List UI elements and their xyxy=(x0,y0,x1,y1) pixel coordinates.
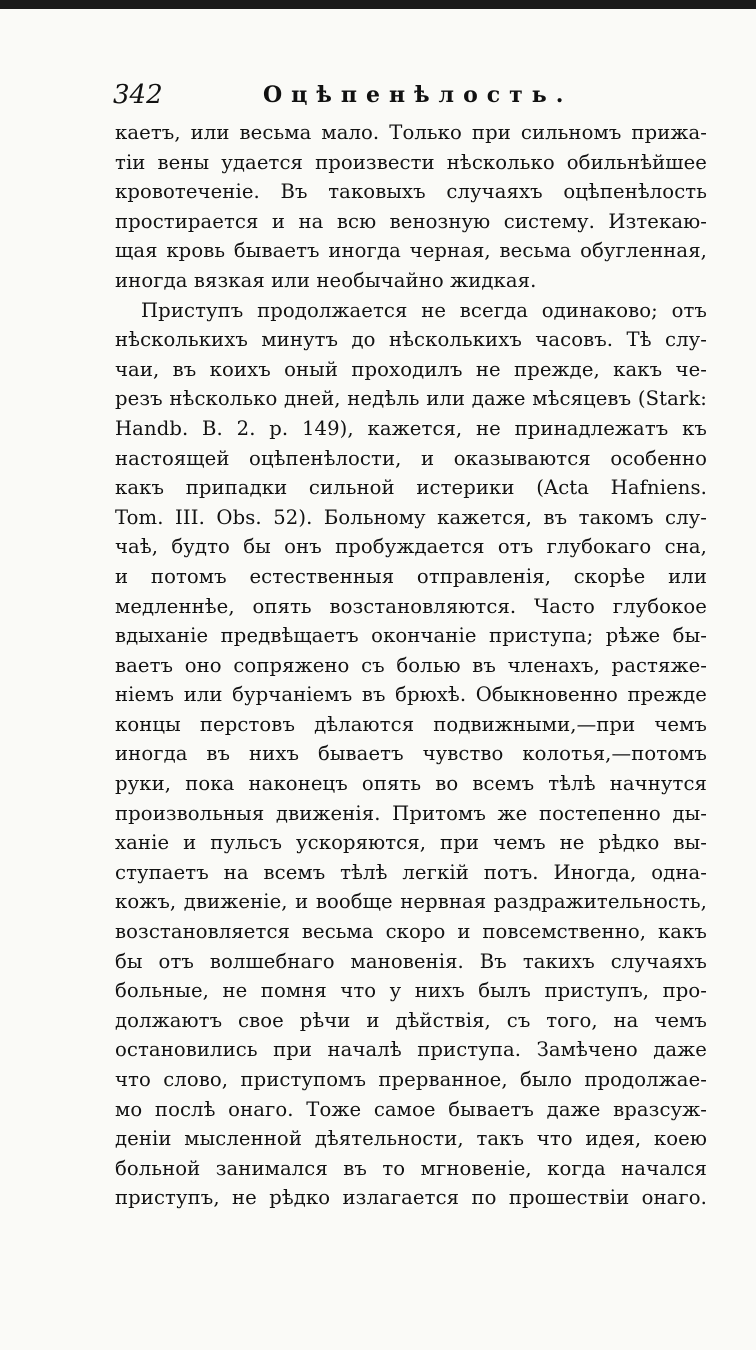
text-line: вдыханіе предвѣщаетъ окончаніе приступа; рѣже бы- xyxy=(115,624,707,648)
text-line: ніемъ или бурчаніемъ въ брюхѣ. Обыкновенно прежде xyxy=(115,683,707,707)
running-title: Оцѣпенѣлость. xyxy=(263,82,573,108)
text-line: концы перстовъ дѣлаются подвижными,—при чемъ xyxy=(115,712,707,736)
text-line: иногда вязкая или необычайно жидкая. xyxy=(115,268,537,292)
text-line: нѣсколькихъ минутъ до нѣсколькихъ часовъ. Тѣ слу- xyxy=(115,328,707,352)
text-line: тіи вены удается произвести нѣсколько обильнѣйшее xyxy=(115,150,707,174)
text-line: чаѣ, будто бы онъ пробуждается отъ глубокаго сна, xyxy=(115,535,707,559)
text-line: руки, пока наконецъ опять во всемъ тѣлѣ начнутся xyxy=(115,772,707,796)
text-line: настоящей оцѣпенѣлости, и оказываются особенно xyxy=(115,446,707,470)
text-line: Tom. III. Obs. 52). Больному кажется, въ такомъ слу- xyxy=(115,505,707,529)
text-line: щая кровь бываетъ иногда черная, весьма обугленная, xyxy=(115,239,707,263)
text-line: должаютъ свое рѣчи и дѣйствія, съ того, на чемъ xyxy=(115,1008,707,1032)
text-line: Приступъ продолжается не всегда одинаково; отъ xyxy=(141,298,707,322)
text-line: бы отъ волшебнаго мановенія. Въ такихъ случаяхъ xyxy=(115,949,707,973)
text-line: деніи мысленной дѣятельности, такъ что идея, коею xyxy=(115,1127,707,1151)
text-line: ступаетъ на всемъ тѣлѣ легкій потъ. Иногда, одна- xyxy=(115,860,707,884)
page-number: 342 xyxy=(113,80,163,110)
text-line: больной занимался въ то мгновеніе, когда начался xyxy=(115,1156,707,1180)
text-line: простирается и на всю венозную систему. Изтекаю- xyxy=(115,209,707,233)
text-line: какъ припадки сильной истерики (Acta Hafniens. xyxy=(115,476,707,500)
text-line: Handb. B. 2. p. 149), кажется, не принадлежатъ къ xyxy=(115,416,707,440)
page-header xyxy=(113,76,713,116)
text-line: приступъ, не рѣдко излагается по прошествіи онаго. xyxy=(115,1186,707,1210)
text-line: что слово, приступомъ прерванное, было продолжае- xyxy=(115,1068,707,1091)
text-line: произвольныя движенія. Притомъ же постепенно ды- xyxy=(115,801,707,825)
text-line: остановились при началѣ приступа. Замѣчено даже xyxy=(115,1038,707,1062)
text-line: иногда въ нихъ бываетъ чувство колотья,—потомъ xyxy=(115,742,707,766)
text-line: кровотеченіе. Въ таковыхъ случаяхъ оцѣпенѣлость xyxy=(115,180,707,204)
text-line: медленнѣе, опять возстановляются. Часто глубокое xyxy=(115,594,707,618)
text-line: резъ нѣсколько дней, недѣль или даже мѣсяцевъ (Stark: xyxy=(115,387,707,411)
text-line: каетъ, или весьма мало. Только при сильномъ прижа- xyxy=(115,121,707,144)
text-line: ваетъ оно сопряжено съ болью въ членахъ, растяже- xyxy=(115,653,707,677)
text-line: кожъ, движеніе, и вообще нервная раздражительность, xyxy=(115,890,707,914)
paragraph-2 xyxy=(115,296,707,1213)
text-line: возстановляется весьма скоро и повсемственно, какъ xyxy=(115,920,707,944)
text-line: чаи, въ коихъ оный проходилъ не прежде, какъ че- xyxy=(115,357,707,381)
body-text xyxy=(115,118,707,1213)
scan-top-border xyxy=(0,0,756,9)
text-line: больные, не помня что у нихъ былъ приступъ, про- xyxy=(115,979,707,1003)
text-line: ханіе и пульсъ ускоряются, при чемъ не рѣдко вы- xyxy=(115,831,707,855)
paragraph-1 xyxy=(115,118,707,296)
text-line: и потомъ естественныя отправленія, скорѣе или xyxy=(115,564,707,588)
text-line: мо послѣ онаго. Тоже самое бываетъ даже вразсуж- xyxy=(115,1097,707,1121)
